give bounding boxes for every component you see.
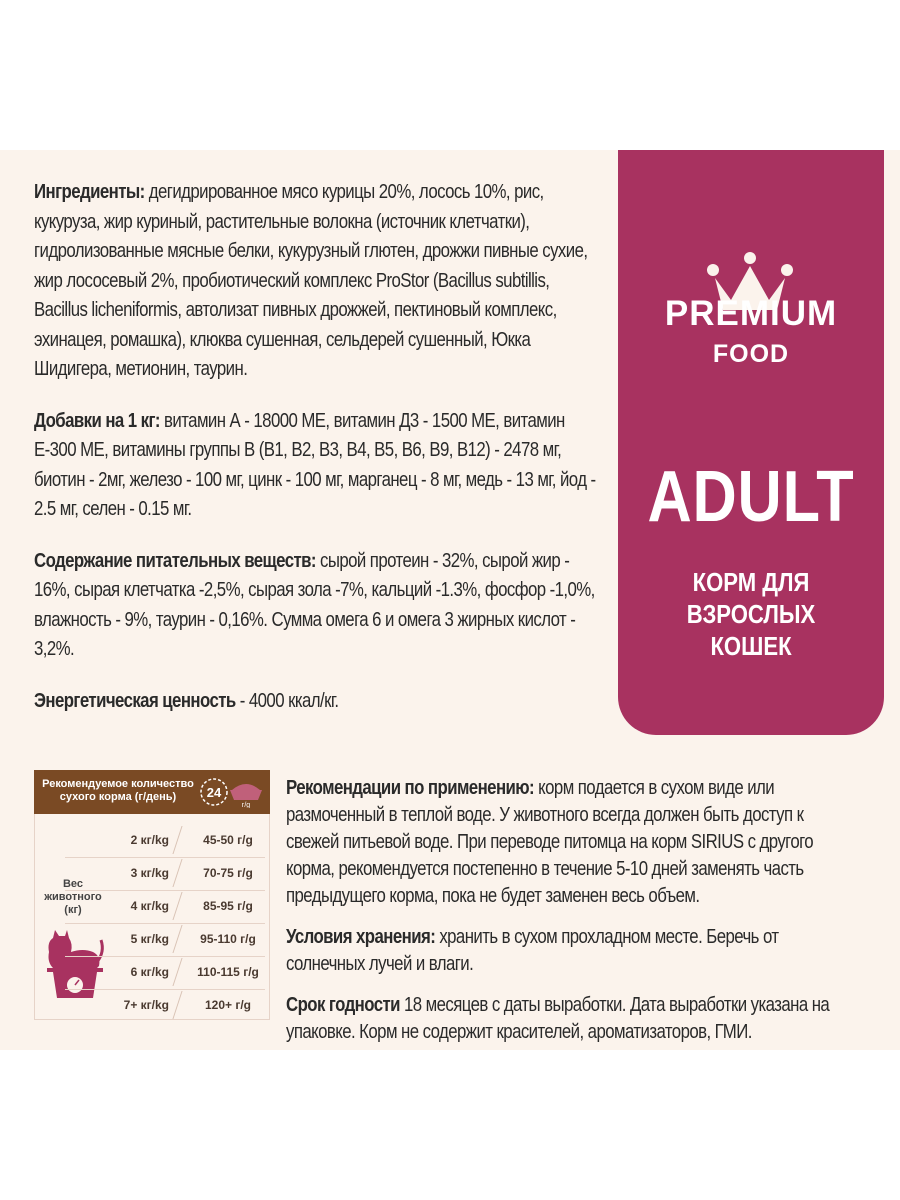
feeding-row-grams: 45-50 г/g [203, 833, 253, 847]
shelf-life-text: 18 месяцев с даты выработки. Дата выработки указана на упаковке. Корм не содержит красителей, ароматизаторов, ГМИ. [286, 993, 830, 1043]
feeding-header-line: Рекомендуемое количество [42, 778, 194, 790]
feeding-row-grams: 120+ г/g [204, 998, 252, 1012]
feeding-table [34, 770, 270, 1020]
usage-text: корм подается в сухом виде или размоченный в теплой воде. У животного всегда должен быть доступ к свежей питьевой воде. При переводе питомца на корм SIRIUS с другого корма, рекомендуется постепенно в течение 5-10 дней заменять часть предыдущего корма, пока не будет заменен весь объем. [286, 776, 814, 907]
additives-label: Добавки на 1 кг: [34, 408, 160, 432]
shelf-life-paragraph [286, 991, 860, 1045]
feeding-row [107, 857, 269, 890]
feeding-table-body [34, 814, 270, 1020]
ingredients-paragraph [34, 177, 600, 384]
badge-unit: г/g [241, 802, 251, 808]
feeding-row-grams: 85-95 г/g [203, 899, 253, 913]
subtitle-line: КОРМ ДЛЯ [692, 567, 810, 597]
additives-text: витамин А - 18000 МЕ, витамин Д3 - 1500 МЕ, витамин Е-300 МЕ, витамины группы В (В1, В2, В3, В4, В5, В6, В9, В12) - 2478 мг, биотин - 2мг, железо - 100 мг, цинк - 100 мг, марганец - 8 мг, медь - 13 мг, йод - 2.5 мг, селен - 0.15 мг. [34, 408, 596, 520]
banner-subtitle [638, 566, 864, 662]
feeding-row-grams: 110-115 г/g [197, 965, 259, 979]
side-label-line: животного [44, 891, 102, 903]
subtitle-line: ВЗРОСЛЫХ [686, 599, 816, 629]
side-label-line: Вес [62, 878, 84, 890]
additives-paragraph [34, 406, 600, 524]
nutrients-paragraph [34, 546, 600, 664]
usage-paragraph [286, 774, 860, 909]
composition-block [34, 177, 600, 737]
bowl-24h-icon [200, 776, 262, 808]
usage-block [286, 774, 860, 1059]
energy-text: - 4000 ккал/кг. [235, 688, 339, 712]
feeding-header-text [40, 778, 196, 804]
ingredients-label: Ингредиенты: [34, 180, 145, 203]
feeding-row [107, 923, 269, 956]
nutrients-label: Содержание питательных веществ: [34, 548, 316, 572]
feeding-row-weight: 7+ кг/kg [123, 998, 169, 1012]
food-title: FOOD [712, 340, 790, 368]
feeding-row [107, 989, 269, 1022]
energy-paragraph [34, 686, 600, 716]
usage-label: Рекомендации по применению: [286, 776, 535, 799]
side-label-line: (кг) [64, 904, 82, 916]
feeding-row-weight: 6 кг/kg [130, 965, 169, 979]
feeding-header-line: сухого корма (г/день) [59, 791, 177, 803]
weight-side-label [43, 878, 103, 917]
storage-label: Условия хранения: [286, 925, 436, 948]
feeding-row-weight: 5 кг/kg [130, 932, 169, 946]
feeding-row [107, 956, 269, 989]
feeding-row-weight: 2 кг/kg [130, 833, 169, 847]
energy-label: Энергетическая ценность [34, 688, 236, 712]
feeding-row-grams: 95-110 г/g [200, 932, 256, 946]
storage-paragraph [286, 923, 860, 977]
feeding-row-grams: 70-75 г/g [203, 866, 253, 880]
subtitle-line: КОШЕК [710, 631, 792, 661]
premium-title: PREMIUM [664, 294, 838, 333]
feeding-row [107, 824, 269, 857]
nutrients-text: сырой протеин - 32%, сырой жир - 16%, сырая клетчатка -2,5%, сырая зола -7%, кальций -1.3%, фосфор -1,0%, влажность - 9%, таурин - 0,16%. Сумма омега 6 и омега 3 жирных кислот - 3,2%. [34, 548, 595, 660]
feeding-row-weight: 4 кг/kg [130, 899, 169, 913]
cat-on-scale-icon [43, 922, 107, 1002]
adult-title: ADULT [647, 457, 855, 537]
feeding-row [107, 890, 269, 923]
shelf-life-label: Срок годности [286, 993, 400, 1016]
feeding-row-weight: 3 кг/kg [130, 866, 169, 880]
storage-text: хранить в сухом прохладном месте. Беречь от солнечных лучей и влаги. [286, 925, 779, 975]
ingredients-text: дегидрированное мясо курицы 20%, лосось 10%, рис, кукуруза, жир куриный, растительные волокна (источник клетчатки), гидролизованные мясные белки, кукурузный глютен, дрожжи пивные сухие, жир лососевый 2%, пробиотический комплекс ProStor (Bacillus subtillis, Bacillus licheniformis, автолизат пивных дрожжей, пектиновый комплекс, эхинацея, ромашка), клюква сушенная, сельдерей сушенный, Юкка Шидигера, метионин, таурин. [34, 180, 588, 380]
product-banner [618, 150, 884, 735]
badge-number: 24 [206, 785, 222, 800]
feeding-table-header [34, 770, 270, 814]
